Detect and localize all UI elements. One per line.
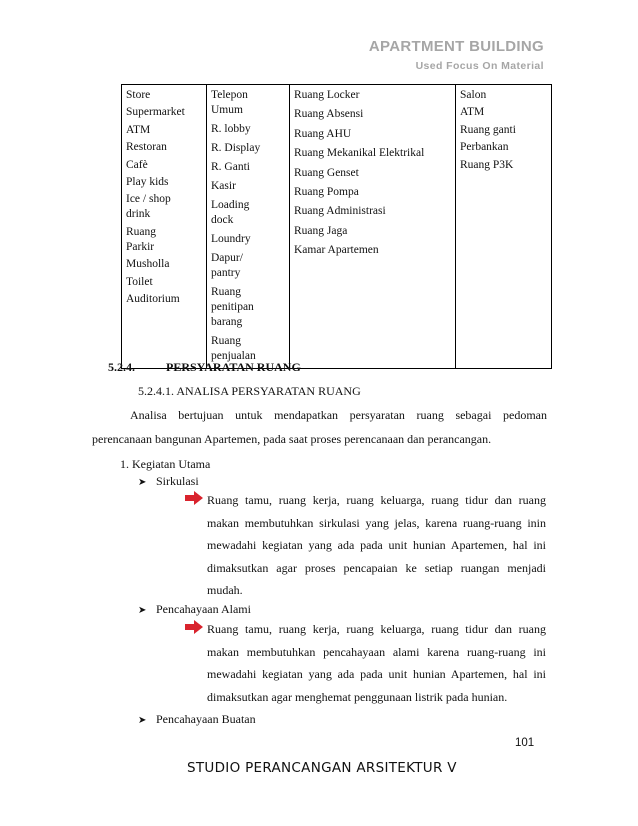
table-cell-item: Dapur/ pantry: [211, 252, 243, 279]
table-cell-item: R. lobby: [211, 123, 251, 135]
bullet-pencahayaan-alami: [138, 602, 251, 617]
table-cell-item: Ruang Jaga: [294, 224, 348, 237]
table-cell-item: Ruang Locker: [294, 89, 360, 101]
table-cell-item: Ruang Parkir: [126, 225, 157, 253]
table-cell-item: Ruang penitipan barang: [211, 286, 254, 328]
red-arrow-icon: [184, 491, 204, 505]
table-cell-item: Ruang Absensi: [294, 108, 364, 121]
text-line: mudah.: [207, 583, 243, 597]
table-cell-item: Perbankan: [460, 141, 509, 154]
section-title: PERSYARATAN RUANG: [166, 360, 301, 374]
table-cell-item: Ruang P3K: [460, 158, 514, 171]
text-line: mewadahi kegiatan yang ada pada unit hunian Apartemen, hal ini: [207, 667, 546, 681]
table-cell-col3: [290, 85, 456, 369]
facilities-table: [121, 84, 552, 369]
triangle-bullet-icon: ➤: [138, 605, 147, 616]
table-cell-item: Ruang AHU: [294, 127, 352, 140]
table-cell-item: ATM: [460, 106, 485, 119]
table-cell-item: Store: [126, 89, 151, 101]
text-line: makan membutuhkan sirkulasi yang jelas, karena ruang-ruang inin: [207, 515, 546, 530]
table-cell-item: Cafè: [126, 158, 148, 171]
table-cell-item: Loundry: [211, 233, 251, 245]
bullet-sirkulasi: [138, 474, 199, 489]
list-item-kegiatan-utama: 1. Kegiatan Utama: [120, 457, 211, 471]
table-cell-col2: [207, 85, 290, 369]
triangle-bullet-icon: ➤: [138, 477, 147, 488]
text-line: dimaksutkan agar menghemat penggunaan listrik pada hunian.: [207, 689, 508, 704]
section-number: 5.2.4.: [108, 360, 135, 374]
table-row: [122, 85, 552, 369]
table-cell-col1: [122, 85, 207, 369]
table-cell-item: Restoran: [126, 141, 167, 154]
red-arrow-icon: [184, 620, 204, 634]
table-cell-item: R. Ganti: [211, 161, 250, 173]
sirkulasi-text: [207, 489, 546, 602]
triangle-bullet-icon: ➤: [138, 715, 147, 726]
table-cell-item: Musholla: [126, 258, 170, 271]
table-cell-item: R. Display: [211, 142, 261, 154]
table-cell-item: Ruang Mekanikal Elektrikal: [294, 147, 425, 160]
table-cell-item: Play kids: [126, 175, 169, 188]
pencahayaan-alami-text: [207, 618, 546, 708]
table-cell-item: Salon: [460, 89, 487, 101]
text-line: Ruang tamu, ruang kerja, ruang keluarga, ruang tidur dan ruang: [207, 622, 546, 636]
table-cell-item: Ruang ganti: [460, 123, 516, 136]
text-line: dimaksutkan agar proses pencapaian ke setiap ruangan menjadi: [207, 560, 546, 575]
table-cell-item: Kasir: [211, 180, 236, 192]
intro-paragraph: Analisa bertujuan untuk mendapatkan persyaratan ruang sebagai pedoman perencanaan bangunan Apartemen, pada saat proses perencanaan dan perancangan.: [92, 408, 547, 446]
table-cell-item: Ruang Administrasi: [294, 205, 386, 218]
table-cell-item: Ice / shop drink: [126, 193, 171, 221]
page-number: 101: [515, 737, 535, 749]
bullet-label: Sirkulasi: [156, 474, 199, 488]
header-subtitle: Used Focus On Material: [415, 60, 544, 72]
table-cell-item: ATM: [126, 123, 151, 136]
bullet-pencahayaan-buatan: [138, 712, 256, 727]
footer-text: STUDIO PERANCANGAN ARSITEKTUR V: [187, 760, 457, 776]
table-cell-col4: [456, 85, 552, 369]
table-cell-item: Toilet: [126, 275, 153, 288]
table-cell-item: Loading dock: [211, 199, 250, 226]
header-title: APARTMENT BUILDING: [368, 38, 544, 55]
table-cell-item: Ruang Genset: [294, 166, 359, 179]
text-line: makan membutuhkan pencahayaan alami karena ruang-ruang ini: [207, 644, 546, 659]
table-cell-item: Ruang Pompa: [294, 185, 359, 198]
table-cell-item: Telepon Umum: [211, 89, 248, 116]
table-cell-item: Auditorium: [126, 292, 180, 305]
text-line: mewadahi kegiatan yang ada pada unit hunian Apartemen, hal ini: [207, 538, 546, 552]
table-cell-item: Ruang penjualan: [211, 335, 256, 362]
table-cell-item: Supermarket: [126, 106, 185, 119]
text-line: Ruang tamu, ruang kerja, ruang keluarga, ruang tidur dan ruang: [207, 493, 546, 507]
table-cell-item: Kamar Apartemen: [294, 244, 379, 257]
subsection-title: 5.2.4.1. ANALISA PERSYARATAN RUANG: [138, 384, 361, 398]
bullet-label: Pencahayaan Alami: [156, 602, 251, 616]
bullet-label: Pencahayaan Buatan: [156, 712, 256, 726]
